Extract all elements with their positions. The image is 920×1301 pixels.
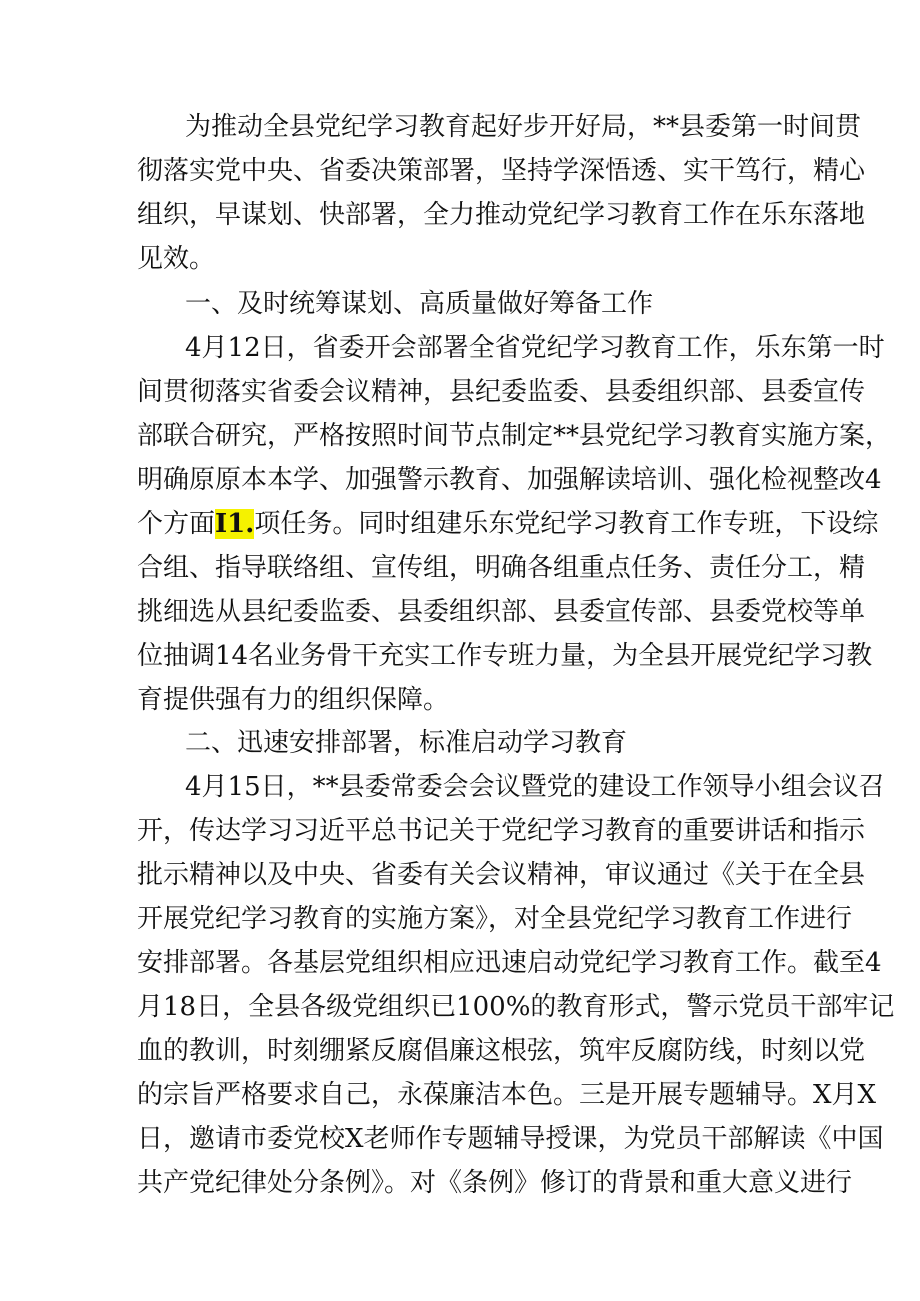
paragraph-2-line-3: 部联合研究，严格按照时间节点制定**县党纪学习教育实施方案，: [137, 421, 892, 451]
paragraph-2-line-9: 育提供强有力的组织保障。: [137, 685, 450, 715]
paragraph-1-line-4: 见效。: [137, 244, 216, 274]
paragraph-3-line-10: 共产党纪律处分条例》。对《条例》修订的背景和重大意义进行: [137, 1168, 853, 1198]
paragraph-2-line-5-part-a: 个方面: [137, 509, 216, 539]
paragraph-3-line-4: 开展党纪学习教育的实施方案》，对全县党纪学习教育工作进行: [137, 904, 853, 934]
paragraph-1-line-3: 组织，早谋划、快部署，全力推动党纪学习教育工作在乐东落地: [137, 200, 866, 230]
paragraph-3-line-6: 月18日，全县各级党组织已100%的教育形式，警示党员干部牢记: [137, 992, 895, 1022]
paragraph-2-line-6: 合组、指导联络组、宣传组，明确各组重点任务、责任分工，精: [137, 553, 866, 583]
highlighted-text: I1.: [215, 509, 255, 539]
paragraph-3-line-3: 批示精神以及中央、省委有关会议精神，审议通过《关于在全县: [137, 860, 866, 890]
section-heading-1: 一、及时统筹谋划、高质量做好筹备工作: [185, 289, 654, 319]
paragraph-3-line-8: 的宗旨严格要求自己，永葆廉洁本色。三是开展专题辅导。X月X: [137, 1080, 877, 1110]
paragraph-3-line-7: 血的教训，时刻绷紧反腐倡廉这根弦，筑牢反腐防线，时刻以党: [137, 1036, 866, 1066]
paragraph-2-line-7: 挑细选从县纪委监委、县委组织部、县委宣传部、县委党校等单: [137, 597, 866, 627]
paragraph-3-line-1: 4月15日，**县委常委会会议暨党的建设工作领导小组会议召: [185, 772, 885, 802]
paragraph-1-line-2: 彻落实党中央、省委决策部署，坚持学深悟透、实干笃行，精心: [137, 156, 866, 186]
paragraph-2-line-5-part-b: 项任务。同时组建乐东党纪学习教育工作专班，下设综: [254, 509, 879, 539]
paragraph-2-line-1: 4月12日，省委开会部署全省党纪学习教育工作，乐东第一时: [185, 333, 885, 363]
paragraph-2-line-8: 位抽调14名业务骨干充实工作专班力量，为全县开展党纪学习教: [137, 641, 873, 671]
paragraph-2-line-2: 间贯彻落实省委会议精神，县纪委监委、县委组织部、县委宣传: [137, 377, 866, 407]
paragraph-2-line-4: 明确原原本本学、加强警示教育、加强解读培训、强化检视整改4: [137, 465, 882, 495]
paragraph-3-line-2: 开，传达学习习近平总书记关于党纪学习教育的重要讲话和指示: [137, 816, 866, 846]
paragraph-1-line-1: 为推动全县党纪学习教育起好步开好局，**县委第一时间贯: [185, 112, 862, 142]
paragraph-3-line-9: 日，邀请市委党校X老师作专题辅导授课，为党员干部解读《中国: [137, 1124, 884, 1154]
paragraph-2-line-5: [137, 502, 879, 546]
paragraph-3-line-5: 安排部署。各基层党组织相应迅速启动党纪学习教育工作。截至4: [137, 948, 882, 978]
section-heading-2: 二、迅速安排部署，标准启动学习教育: [185, 728, 628, 758]
